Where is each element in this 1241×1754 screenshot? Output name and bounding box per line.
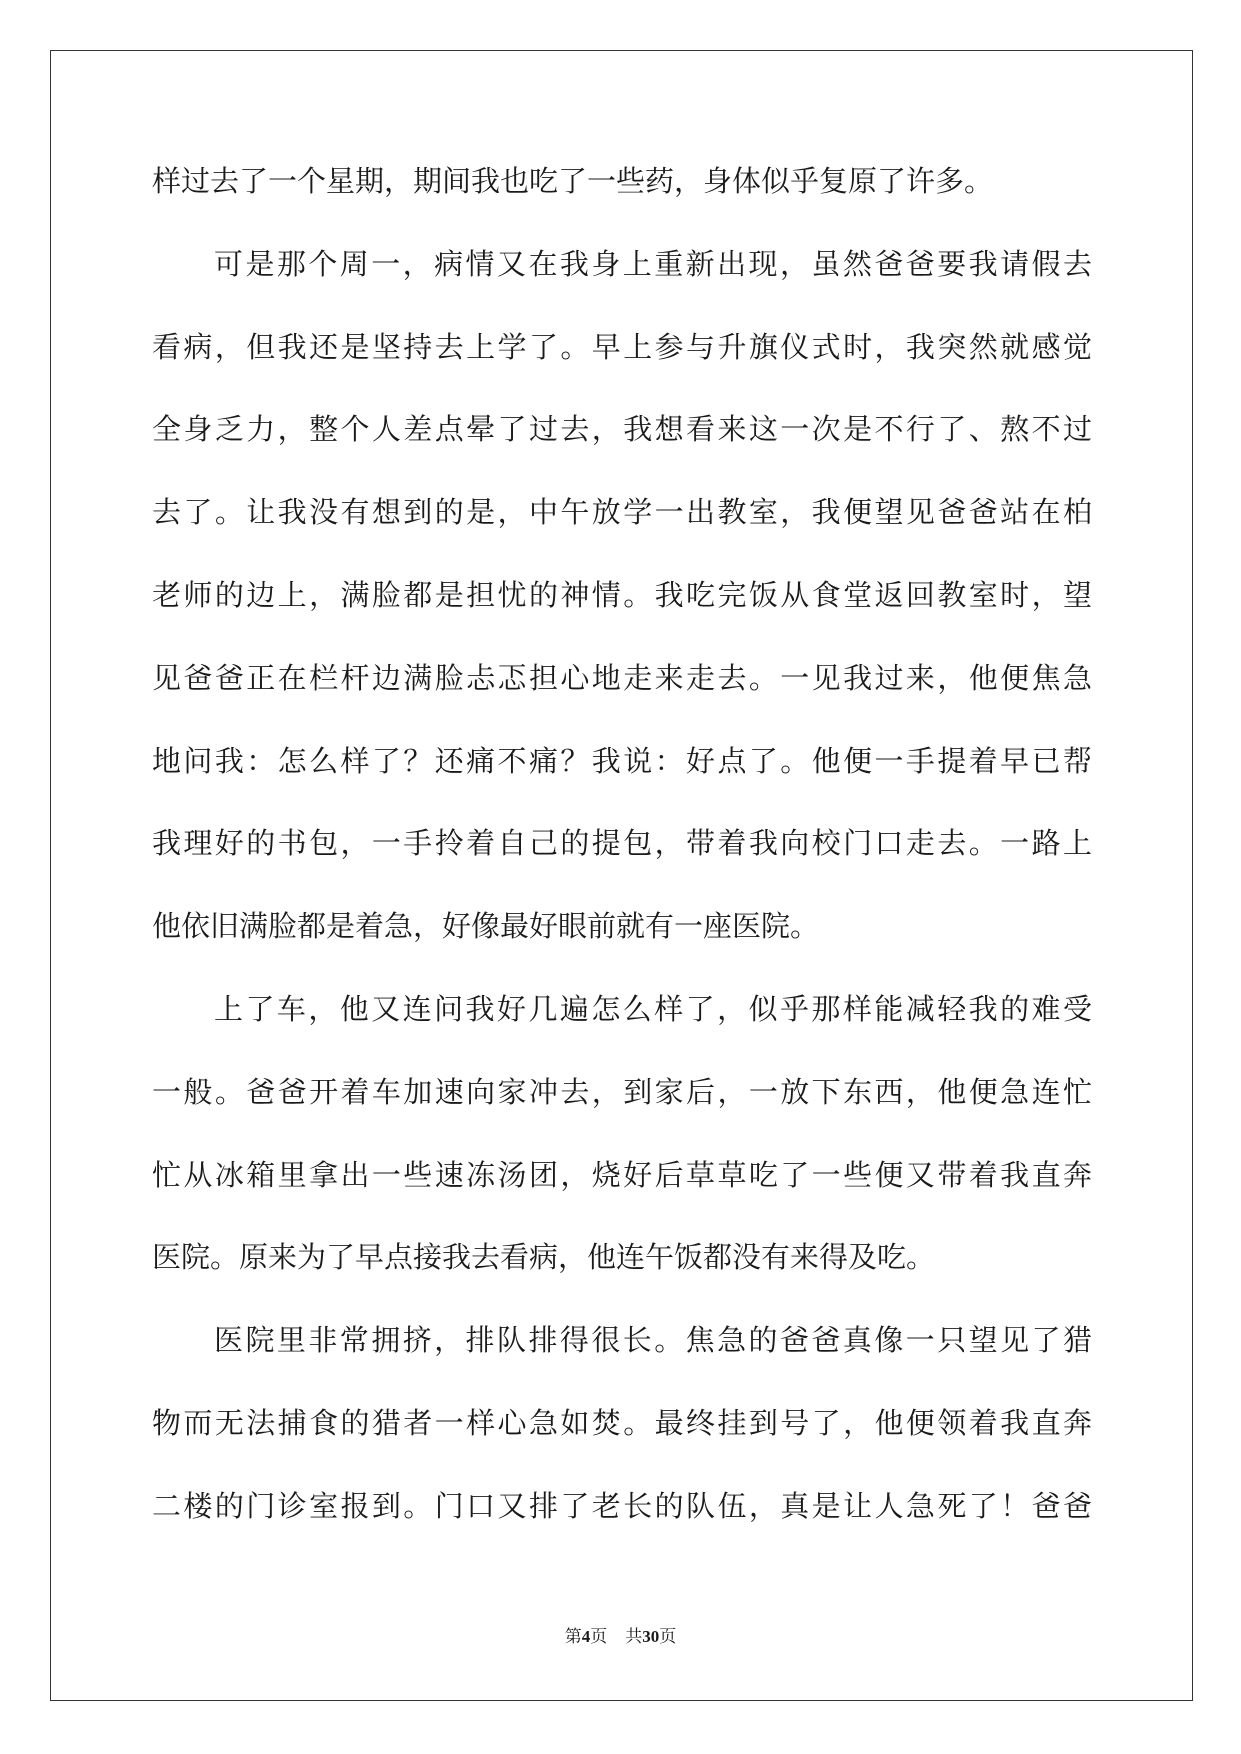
text-line: 他依旧满脸都是着急，好像最好眼前就有一座医院。 (152, 909, 820, 944)
text-line: 医院里非常拥挤，排队排得很长。焦急的爸爸真像一只望见了猎 (214, 1323, 1092, 1358)
text-line: 见爸爸正在栏杆边满脸忐忑担心地走来走去。一见我过来，他便焦急 (152, 660, 1092, 695)
document-body (152, 155, 1092, 1563)
footer-total-prefix: 共 (625, 1627, 643, 1647)
text-line: 地问我：怎么样了？还痛不痛？我说：好点了。他便一手提着早已帮 (152, 743, 1092, 778)
text-line: 老师的边上，满脸都是担忧的神情。我吃完饭从食堂返回教室时，望 (152, 577, 1092, 612)
footer-total-pages: 30 (642, 1627, 660, 1646)
page-footer (0, 1622, 1241, 1647)
text-line: 我理好的书包，一手拎着自己的提包，带着我向校门口走去。一路上 (152, 826, 1092, 861)
text-line: 忙从冰箱里拿出一些速冻汤团，烧好后草草吃了一些便又带着我直奔 (152, 1157, 1092, 1192)
text-line: 可是那个周一，病情又在我身上重新出现，虽然爸爸要我请假去 (214, 246, 1092, 281)
text-line: 看病，但我还是坚持去上学了。早上参与升旗仪式时，我突然就感觉 (152, 329, 1092, 364)
text-line: 上了车，他又连问我好几遍怎么样了，似乎那样能减轻我的难受 (214, 991, 1092, 1026)
text-line: 全身乏力，整个人差点晕了过去，我想看来这一次是不行了、熬不过 (152, 412, 1092, 447)
text-line: 样过去了一个星期，期间我也吃了一些药，身体似乎复原了许多。 (152, 164, 994, 198)
footer-page-suffix: 页 (590, 1627, 608, 1647)
text-line: 医院。原来为了早点接我去看病，他连午饭都没有来得及吃。 (152, 1240, 936, 1275)
footer-prefix: 第 (564, 1627, 582, 1647)
footer-total-suffix: 页 (659, 1627, 677, 1647)
text-line: 一般。爸爸开着车加速向家冲去，到家后，一放下东西，他便急连忙 (152, 1074, 1092, 1109)
text-line: 物而无法捕食的猎者一样心急如焚。最终挂到号了，他便领着我直奔 (152, 1405, 1092, 1440)
text-line: 二楼的门诊室报到。门口又排了老长的队伍，真是让人急死了！爸爸 (152, 1488, 1092, 1523)
text-line: 去了。让我没有想到的是，中午放学一出教室，我便望见爸爸站在柏 (152, 495, 1092, 530)
footer-page-number: 4 (581, 1627, 591, 1646)
